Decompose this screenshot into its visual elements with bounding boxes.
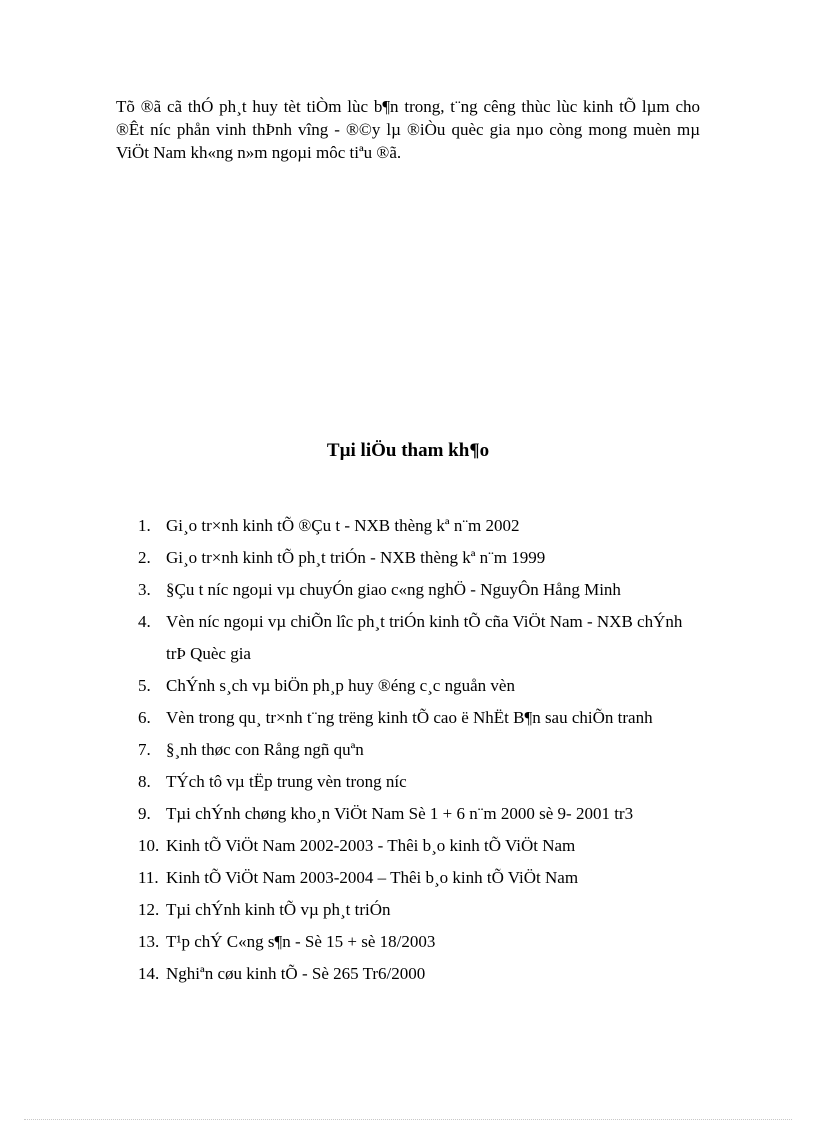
reference-item bbox=[138, 926, 702, 958]
reference-number: 12. bbox=[138, 900, 160, 919]
reference-text: Nghiªn cøu kinh tÕ - Sè 265 Tr6/2000 bbox=[166, 964, 426, 983]
reference-text: §Çu t níc ngoµi vµ chuyÓn giao c«ng nghÖ - NguyÔn Hång Minh bbox=[166, 580, 621, 599]
reference-text: Gi¸o tr×nh kinh tÕ ®Çu t - NXB thèng kª n¨m 2002 bbox=[166, 516, 520, 535]
reference-number: 3. bbox=[138, 580, 151, 599]
reference-item bbox=[138, 798, 702, 830]
reference-item bbox=[138, 958, 702, 990]
reference-number: 1. bbox=[138, 516, 151, 535]
reference-number: 11. bbox=[138, 868, 159, 887]
reference-text: ChÝnh s¸ch vµ biÖn ph¸p huy ®éng c¸c nguån vèn bbox=[166, 676, 515, 695]
reference-number: 6. bbox=[138, 708, 151, 727]
reference-number: 10. bbox=[138, 836, 160, 855]
reference-number: 2. bbox=[138, 548, 151, 567]
reference-number: 14. bbox=[138, 964, 160, 983]
reference-item bbox=[138, 606, 702, 670]
reference-number: 8. bbox=[138, 772, 151, 791]
reference-item bbox=[138, 830, 702, 862]
reference-item bbox=[138, 542, 702, 574]
reference-number: 4. bbox=[138, 612, 151, 631]
reference-text: Kinh tÕ ViÖt Nam 2003-2004 – Thêi b¸o kinh tÕ ViÖt Nam bbox=[166, 868, 579, 887]
reference-item bbox=[138, 894, 702, 926]
reference-number: 9. bbox=[138, 804, 151, 823]
page-bottom-divider bbox=[24, 1119, 792, 1120]
reference-text: Tµi chÝnh chøng kho¸n ViÖt Nam Sè 1 + 6 n¨m 2000 sè 9- 2001 tr3 bbox=[166, 804, 634, 823]
reference-number: 13. bbox=[138, 932, 160, 951]
reference-text: Kinh tÕ ViÖt Nam 2002-2003 - Thêi b¸o kinh tÕ ViÖt Nam bbox=[166, 836, 576, 855]
reference-number: 7. bbox=[138, 740, 151, 759]
reference-item bbox=[138, 766, 702, 798]
reference-item bbox=[138, 574, 702, 606]
reference-item bbox=[138, 702, 702, 734]
references-list bbox=[138, 510, 702, 990]
intro-paragraph: Tõ ®ã cã thÓ ph¸t huy tèt tiÒm lùc b¶n trong, t¨ng cêng thùc lùc kinh tÕ lµm cho ®Êt níc phån vinh thÞnh vîng - ®©y lµ ®iÒu quèc gia nµo còng mong muèn mµ ViÖt Nam kh«ng n»m ngoµi môc tiªu ®ã. bbox=[116, 97, 700, 162]
reference-text: §¸nh thøc con Rång ngñ quªn bbox=[166, 740, 364, 759]
reference-text: TÝch tô vµ tËp trung vèn trong níc bbox=[166, 772, 407, 791]
reference-text: Vèn níc ngoµi vµ chiÕn lîc ph¸t triÓn kinh tÕ cña ViÖt Nam - NXB chÝnh trÞ Quèc gia bbox=[166, 612, 683, 663]
reference-text: T¹p chÝ C«ng s¶n - Sè 15 + sè 18/2003 bbox=[166, 932, 436, 951]
reference-text: Gi¸o tr×nh kinh tÕ ph¸t triÓn - NXB thèng kª n¨m 1999 bbox=[166, 548, 546, 567]
references-title: Tµi liÖu tham kh¶o bbox=[326, 440, 490, 461]
reference-item bbox=[138, 670, 702, 702]
reference-item bbox=[138, 862, 702, 894]
intro-section bbox=[116, 95, 700, 164]
reference-item bbox=[138, 510, 702, 542]
reference-number: 5. bbox=[138, 676, 151, 695]
reference-item bbox=[138, 734, 702, 766]
reference-text: Vèn trong qu¸ tr×nh t¨ng trëng kinh tÕ cao ë NhËt B¶n sau chiÕn tranh bbox=[166, 708, 653, 727]
reference-text: Tµi chÝnh kinh tÕ vµ ph¸t triÓn bbox=[166, 900, 391, 919]
